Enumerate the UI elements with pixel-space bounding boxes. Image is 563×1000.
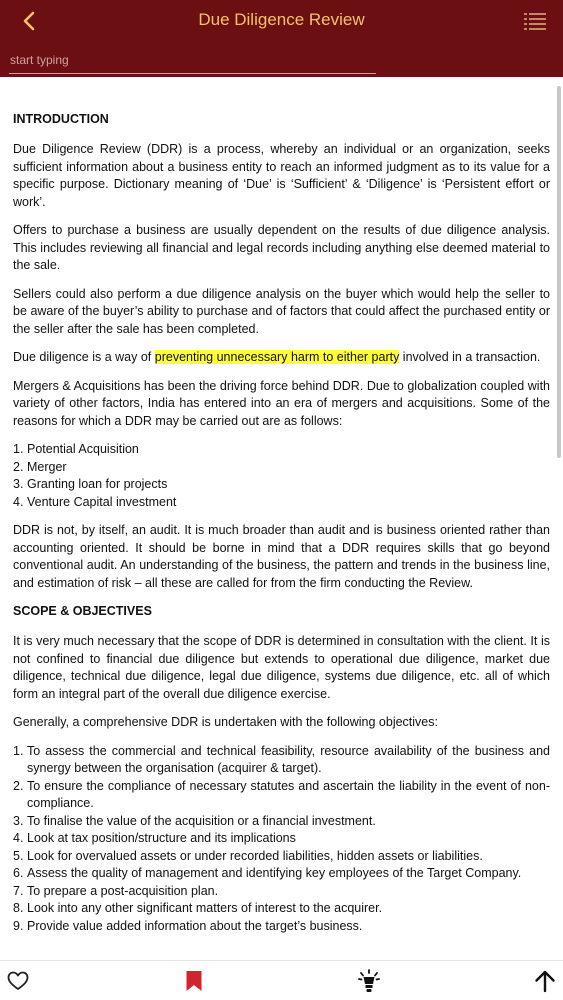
list-number: 1. — [13, 442, 24, 456]
intro-paragraph-5: Mergers & Acquisitions has been the driving force behind DDR. Due to globalization coupled with variety of other factors, India has entered into an era of mergers and acquisitions. Some of the reasons for which a DDR may be carried out are as follows: — [13, 378, 550, 428]
list-number: 8. — [13, 901, 24, 915]
list-item-text: Look at tax position/structure and its implications — [27, 831, 296, 845]
list-number: 3. — [13, 813, 24, 828]
list-item-text: Look into any other significant matters of interest to the acquirer. — [27, 901, 383, 915]
heart-icon — [7, 971, 29, 991]
list-item — [13, 494, 550, 512]
list-item-text: Granting loan for projects — [27, 477, 168, 491]
list-item — [13, 830, 550, 848]
list-item — [13, 918, 550, 936]
list-item — [13, 743, 550, 778]
bottom-toolbar — [0, 960, 563, 1000]
list-item — [13, 848, 550, 866]
favorite-button[interactable] — [4, 967, 32, 995]
scroll-to-top-button[interactable] — [531, 967, 559, 995]
paragraph-text: involved in a transaction. — [399, 350, 541, 364]
list-item-text: Assess the quality of management and identifying key employees of the Target Company. — [27, 866, 522, 880]
content-scrollbar[interactable] — [557, 86, 561, 458]
intro-paragraph-1: Due Diligence Review (DDR) is a process, whereby an individual or an organization, seeks sufficient information about a business entity to reach an informed judgment as to its value for a specific purpose. Dictionary meaning of ‘Due’ is ‘Sufficient’ & ‘Diligence’ is ‘Persistent effort or work’. — [13, 142, 550, 209]
section-heading-scope: SCOPE & OBJECTIVES — [13, 604, 152, 618]
scope-paragraph-1: It is very much necessary that the scope of DDR is determined in consultation with the client. It is not confined to financial due diligence but extends to operational due diligence, market due diligence, technical due diligence, legal due diligence, systems due diligence, etc. all of which form an integral part of the overall due diligence exercise. — [13, 634, 550, 701]
list-number: 6. — [13, 866, 24, 880]
list-item — [13, 865, 550, 883]
list-number: 7. — [13, 883, 24, 898]
bookmark-button[interactable] — [180, 967, 208, 995]
reasons-list — [13, 441, 550, 511]
idea-bulb-icon — [358, 969, 380, 993]
objectives-list — [13, 743, 550, 936]
list-item — [13, 900, 550, 918]
list-number: 3. — [13, 477, 24, 491]
list-number: 2. — [13, 459, 24, 474]
list-number: 5. — [13, 848, 24, 863]
page-title: Due Diligence Review — [198, 10, 365, 29]
list-item-text: Merger — [27, 459, 67, 474]
app-header — [0, 0, 563, 77]
list-item — [13, 459, 550, 477]
bookmark-icon — [185, 970, 203, 992]
list-item-text: Look for overvalued assets or under recorded liabilities, hidden assets or liabilities. — [27, 848, 483, 863]
paragraph-text: Due diligence is a way of — [13, 350, 155, 364]
list-number: 4. — [13, 831, 24, 845]
article-content[interactable] — [0, 77, 563, 960]
list-item-text: Venture Capital investment — [27, 494, 177, 509]
intro-paragraph-2: Offers to purchase a business are usually dependent on the results of due diligence analysis. This includes reviewing all financial and legal records including anything else deemed material to the sale. — [13, 223, 550, 272]
list-item-text: To finalise the value of the acquisition or a financial investment. — [27, 813, 376, 828]
highlighted-text[interactable]: preventing unnecessary harm to either party — [154, 350, 400, 364]
list-item — [13, 883, 550, 901]
list-item-text: To prepare a post-acquisition plan. — [27, 883, 219, 898]
list-number: 2. — [13, 778, 24, 793]
intro-paragraph-4 — [13, 349, 550, 367]
intro-paragraph-6: DDR is not, by itself, an audit. It is much broader than audit and is business oriented rather than accounting oriented. It should be borne in mind that a DDR requires skills that go beyond conventional audit. An understanding of the business, the pattern and trends in the business line, and estimation of risk – all these are called for from the firm conducting the Review. — [13, 523, 550, 590]
list-item — [13, 476, 550, 494]
intro-paragraph-3: Sellers could also perform a due diligence analysis on the buyer which would help the seller to be aware of the buyer’s ability to purchase and of factors that could affect the purchased entity or the seller after the sale has been completed. — [13, 286, 550, 336]
list-item-text: To ensure the compliance of necessary statutes and ascertain the liability in the event of non-compliance. — [27, 778, 550, 810]
idea-button[interactable] — [355, 967, 383, 995]
list-item-text: Potential Acquisition — [27, 442, 139, 456]
scope-paragraph-2: Generally, a comprehensive DDR is undertaken with the following objectives: — [13, 715, 438, 729]
list-number: 9. — [13, 918, 24, 933]
list-item-text: To assess the commercial and technical feasibility, resource availability of the business and synergy between the organisation (acquirer & target). — [27, 743, 550, 775]
list-item — [13, 813, 550, 831]
menu-button[interactable] — [521, 8, 549, 34]
list-item — [13, 778, 550, 813]
list-number: 4. — [13, 494, 24, 509]
section-heading-introduction: INTRODUCTION — [13, 112, 109, 126]
list-item — [13, 441, 550, 459]
list-menu-icon — [524, 12, 546, 30]
arrow-up-icon — [534, 969, 556, 993]
list-item-text: Provide value added information about the target’s business. — [27, 918, 363, 933]
search-input[interactable] — [9, 46, 376, 74]
list-number: 1. — [13, 743, 24, 758]
